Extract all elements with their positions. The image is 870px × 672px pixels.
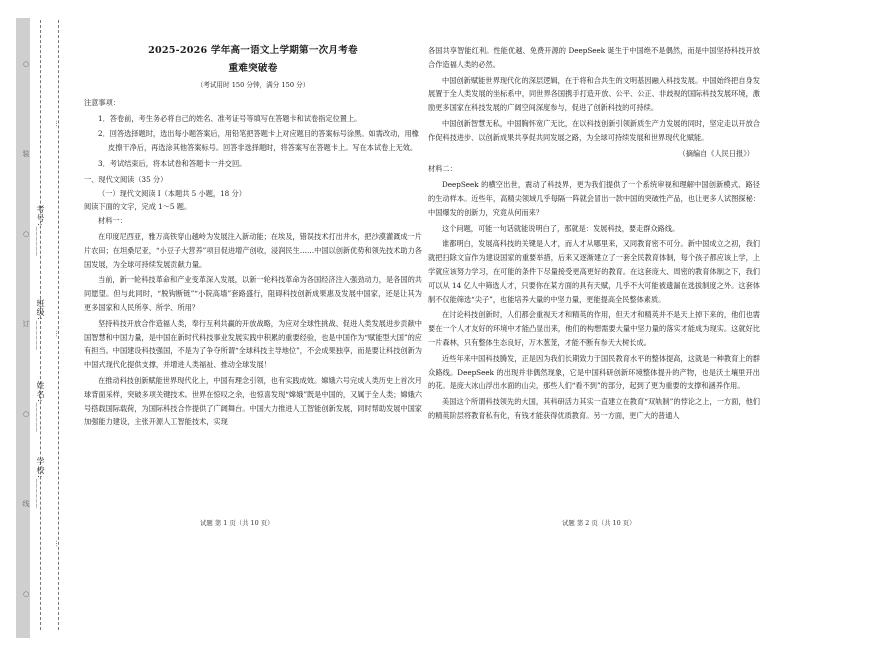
seal-mark-1: ○ [22,60,30,68]
exam-subtitle: 重难突破卷 [228,63,278,74]
inner-mark-3: … [54,540,62,547]
note-item-2: 2．回答选择题时，选出每小题答案后，用铅笔把答题卡上对应题目的答案标号涂黑。如需改动，用橡皮擦干净后，再选涂其他答案标号。回答非选择题时，将答案写在答题卡上。写在本试卷上无效。 [98,129,419,153]
exam-title: 2025-2026 学年高一语文上学期第一次月考卷 [148,45,358,56]
seal-mark-2: 装 [22,150,30,157]
name-field-label: 姓名:______ [36,381,45,433]
reading-instruction: 阅读下面的文字，完成 1～5 题。 [84,202,192,212]
seal-mark-7: ○ [22,590,30,598]
left-paragraph-2: 当前，新一轮科技革命和产业变革深入发展，以新一轮科技革命为各国经济注入强劲动力，是各国的共同愿望。但与此同时，“脱钩断链”“小院高墙”套路盛行，阻碍科技创新成果惠及发展中国家，还是让其为更多国家和人民所享、所学、所用？ [84,275,422,312]
seal-mark-5: ○ [22,410,30,418]
page-1-column [84,44,422,429]
inner-mark-2: … [54,330,62,337]
class-field-label: 班级:______ [36,299,45,351]
inner-mark-1: … [54,120,62,127]
right-paragraph-3: 中国创新智慧无私，中国胸怀宽广无比，在以科技创新引领新质生产力发展的同时，坚定走以开放合作促科技进步、以创新成果共享促共同发展之路，为全球可持续发展和世界现代化赋能。 [428,118,760,142]
left-paragraph-4: 在推动科技创新赋能世界现代化上，中国有理念引领，也有实践成效。嫦娥六号完成人类历史上首次月球背面采样，突破多项关键技术。世界在惊叹之余，也惊喜发现“嫦娥”既是中国的，又属于全人类；嫦娥六号搭载国际载荷，为国际科技合作提供了广阔舞台。中国大力推进人工智能创新发展，同时帮助发展中国家加强能力建设，主张开源人工智能技术，实现 [84,375,422,427]
right-paragraph-9: 美国这个所谓科技领先的大国，其科研活力其实一直建立在教育“双轨制”的悖论之上，一方面，他们的精英阶层将教育私有化，有钱才能获得优质教育。另一方面，更广大的普通人 [428,397,760,420]
binding-margin [0,0,76,672]
right-paragraph-5: 这个问题，可能一句话就能说明白了，那就是：发展科技，要走群众路线。 [442,223,680,233]
page-2-column [428,44,760,423]
right-paragraph-4: DeepSeek 的横空出世，震动了科技界，更为我们提供了一个系统审视和理解中国创新模式、路径的生动样本。近些年，高精尖领域几乎每隔一阵就会冒出一款中国的突破性产品，也让更多人试图探秘：中国爆发的创新力，究竟从何而来？ [428,180,760,217]
seal-mark-6: 线 [22,500,30,507]
right-paragraph-6: 谁都明白，发展高科技的关键是人才，而人才从哪里来，又同教育密不可分。新中国成立之初，我们就把扫除文盲作为建设国家的重要举措，后来又逐渐建立了一套全民教育体制，每个孩子都应该上学，上学就应该努力学习，在可能的条件下尽量接受更高更好的教育。在这套庞大、周密的教育体制之下，我们可以从 14 亿人中筛选人才，只要你在某方面的具有天赋，几乎不大可能被遗漏在选拔制度之外。这套体制不仅能筛选“尖子”，也能培养大量的中坚力量，更能提高全民整体素质。 [428,239,760,304]
notes-heading: 注意事项： [84,97,120,107]
exam-info: （考试用时 150 分钟，满分 150 分） [196,81,310,89]
left-paragraph-3: 坚持科技开放合作造福人类，奉行互利共赢的开放战略，为应对全球性挑战、促进人类发展进步贡献中国智慧和中国力量，是中国在新时代科技事业发展实践中积累的重要经验，也是中国作为“赋能型大国”的应有担当。中国建设科技强国，不是为了争夺所谓“全球科技主导地位”，不会成果独享，而是要让科技创新为中国式现代化提供支撑，并增进人类福祉、推动全球发展！ [84,318,422,370]
source-citation: （摘编自《人民日报》） [678,148,754,158]
right-paragraph-1: 各国共享智能红利。性能优越、免费开源的 DeepSeek 诞生于中国绝不是偶然，而是中国坚持科技开放合作造福人类的必然。 [428,46,760,69]
school-field-label: 学校:______ [36,457,45,509]
cut-line-inner [58,20,59,630]
left-paragraph-1: 在印度尼西亚，雅万高铁穿山越岭为发展注入新动能；在埃及，错误技术打出井水，把沙漠灌溉成一片片农田；在坦桑尼亚，“小豆子大营养”项目促进增产创收，浸润民生……中国以创新优势和领先技术助力各国发展，为全球可持续发展贡献力量。 [84,231,422,269]
section-heading: 一、现代文阅读（35 分） [84,174,168,184]
section-sub-heading: （一）现代文阅读 I（本题共 5 小题，18 分） [98,188,246,198]
note-item-3: 3．考试结束后，将本试卷和答题卡一并交回。 [98,158,247,168]
seal-mark-4: 订 [22,320,30,327]
material-1-label: 材料一： [98,216,127,226]
material-2-label: 材料二： [428,164,457,174]
page-2-footer: 试题 第 2 页（共 10 页） [562,519,636,527]
binding-gray-bar [16,18,30,638]
note-item-1: 1．答卷前，考生务必将自己的姓名、准考证号等填写在答题卡和试卷指定位置上。 [98,113,362,123]
number-field-label: 考号:______ [36,205,45,257]
page-1-footer: 试题 第 1 页（共 10 页） [200,519,274,527]
right-paragraph-7: 在讨论科技创新时，人们都会重视天才和精英的作用，但天才和精英并不是天上掉下来的，他们也需要在一个人才友好的环境中才能凸显出来，他们的构想需要大量中坚力量的落实才能成为现实。这就好比一片森林，只有整体生态良好，万木葱茏，才能不断有参天大树长成。 [428,310,760,347]
seal-mark-3: ○ [22,230,30,238]
right-paragraph-2: 中国创新赋能世界现代化的深层逻辑，在于将和合共生的文明基因融入科技发展。中国始终把自身发展置于全人类发展的坐标系中，同世界各国携手打造开放、公平、公正、非歧视的国际科技发展环境，激励更多国家在科技发展的广阔空间深度参与，促进了创新科技的可持续。 [428,75,760,113]
right-paragraph-8: 近些年来中国科技腾发，正是因为我们长期致力于国民教育水平的整体提高，这就是一种教育上的群众路线。DeepSeek 的出现并非偶然现象，它是中国科研创新环境整体提升的产物，也是沃土壤里开出的花。是庞大冰山浮出水面的山尖，那些人们“看不到”的部分，起到了更为重要的支撑和涵养作用。 [428,353,760,391]
